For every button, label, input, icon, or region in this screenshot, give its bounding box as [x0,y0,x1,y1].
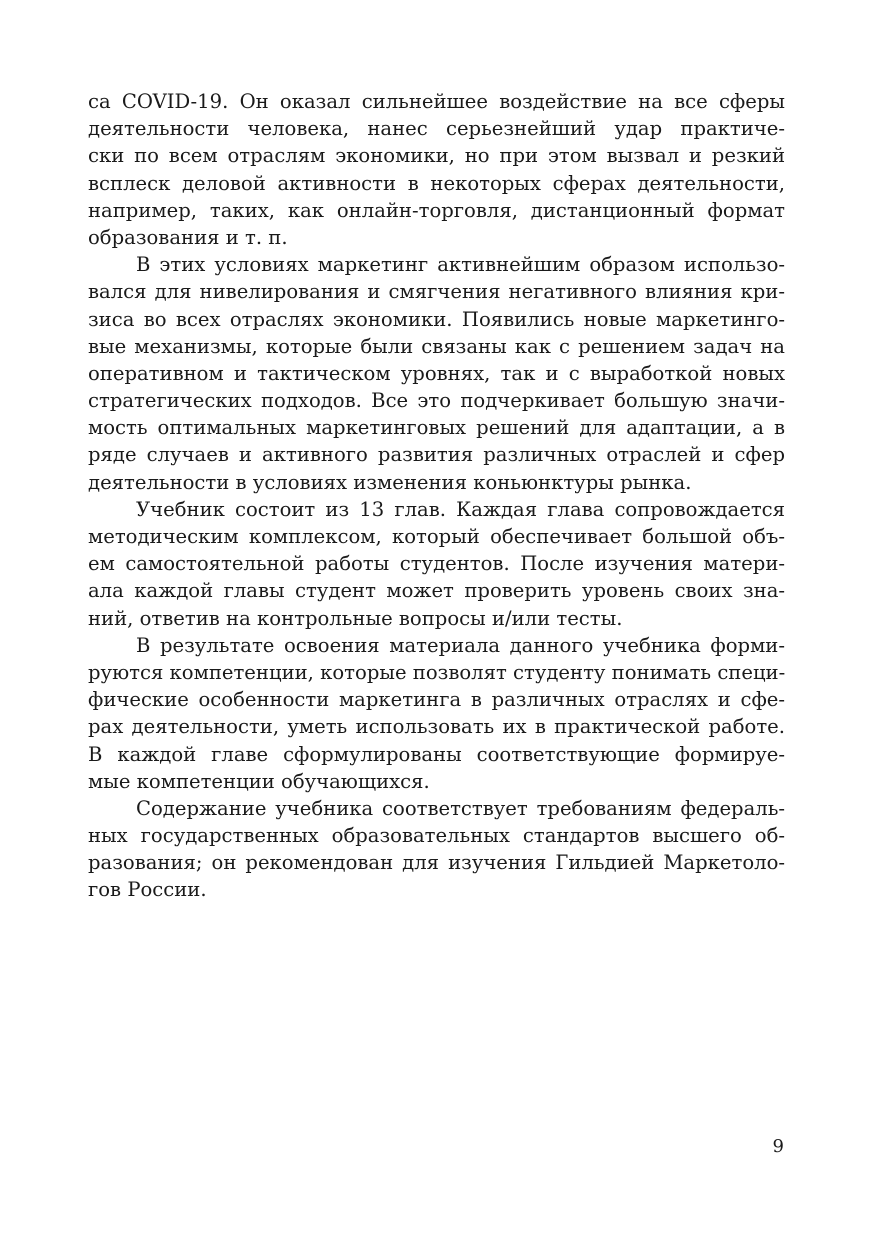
text-line: стратегических подходов. Все это подчеркивает большую значи- [88,389,785,413]
text-line: фические особенности маркетинга в различных отраслях и сфе- [88,688,785,712]
text-line: гов России. [88,878,207,902]
text-line: например, таких, как онлайн-торговля, дистанционный формат [88,198,785,222]
text-line: рах деятельности, уметь использовать их в практической работе. [88,715,785,739]
text-line: оперативном и тактическом уровнях, так и с выработкой новых [88,361,785,385]
text-line: деятельности человека, нанес серьезнейший удар практиче- [88,117,785,141]
text-line: руются компетенции, которые позволят студенту понимать специ- [88,660,786,684]
page-number: 9 [772,1136,784,1157]
text-line: са COVID-19. Он оказал сильнейшее воздействие на все сферы [88,90,785,113]
text-line: образования и т. п. [88,225,288,249]
text-line: В результате освоения материала данного учебника форми- [136,633,785,657]
text-line: всплеск деловой активности в некоторых сферах деятельности, [88,171,785,195]
text-line: деятельности в условиях изменения коньюнктуры рынка. [88,470,692,494]
paragraph-2 [88,251,785,496]
text-line: В этих условиях маркетинг активнейшим образом использо- [136,253,785,277]
text-line: ем самостоятельной работы студентов. После изучения матери- [88,552,785,576]
text-line: мость оптимальных маркетинговых решений для адаптации, а в [88,416,785,440]
text-line: мые компетенции обучающихся. [88,769,430,793]
text-line: ных государственных образовательных стандартов высшего об- [88,824,785,848]
text-line: вые механизмы, которые были связаны как с решением задач на [88,334,785,358]
body-text [88,88,785,904]
text-line: ний, ответив на контрольные вопросы и/или тесты. [88,606,623,630]
paragraph-1 [88,88,785,251]
text-line: зиса во всех отраслях экономики. Появились новые маркетинго- [88,307,785,331]
text-line: В каждой главе сформулированы соответствующие формируе- [88,742,785,766]
text-line: разования; он рекомендован для изучения Гильдией Маркетоло- [88,851,785,875]
paragraph-3 [88,496,785,632]
paragraph-5 [88,795,785,904]
text-line: ряде случаев и активного развития различных отраслей и сфер [88,443,785,467]
text-line: ски по всем отраслям экономики, но при этом вызвал и резкий [88,144,785,168]
text-line: методическим комплексом, который обеспечивает большой объ- [88,525,785,548]
text-line: вался для нивелирования и смягчения негативного влияния кри- [88,280,785,304]
text-line: Учебник состоит из 13 глав. Каждая глава сопровождается [136,497,785,521]
paragraph-4 [88,632,785,795]
text-line: Содержание учебника соответствует требованиям федераль- [136,796,785,820]
text-line: ала каждой главы студент может проверить уровень своих зна- [88,579,785,603]
